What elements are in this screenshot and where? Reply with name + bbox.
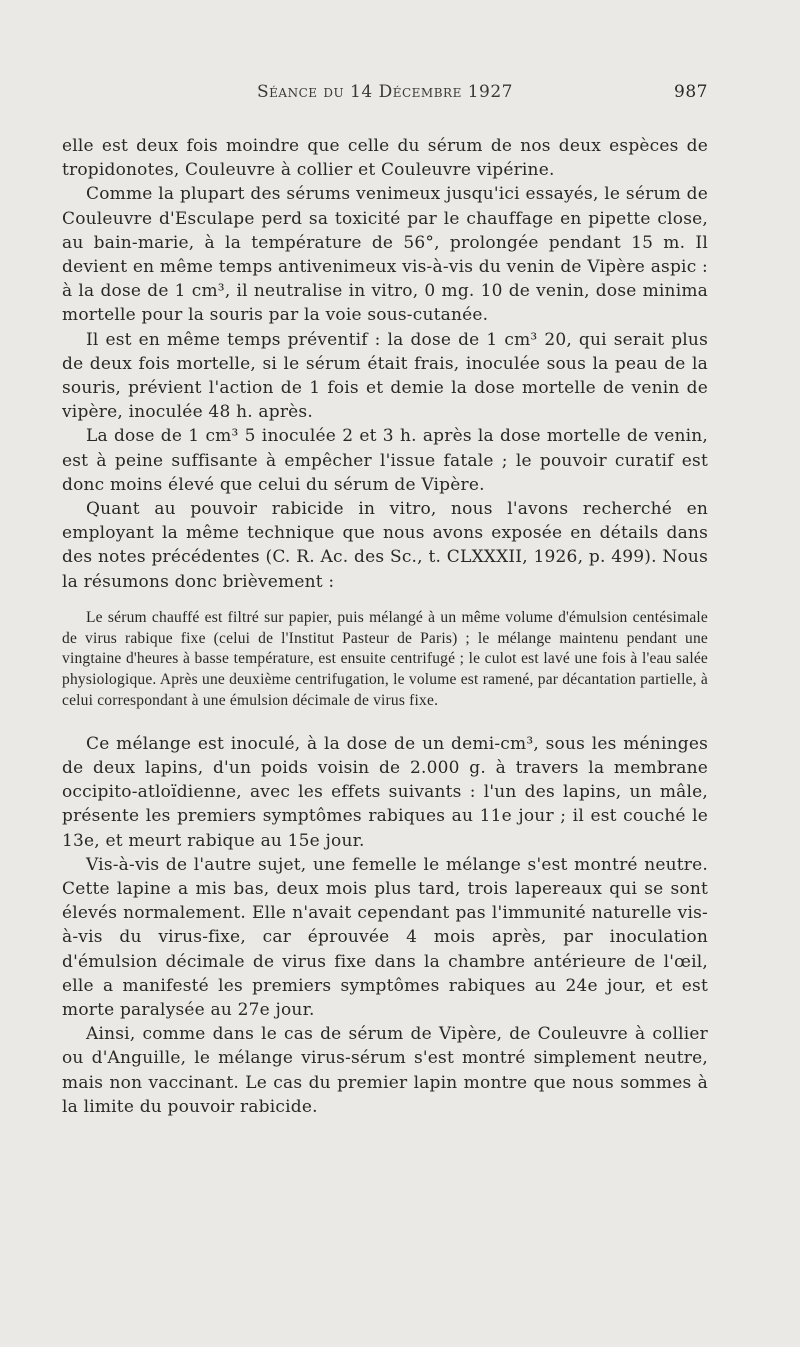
page <box>62 82 708 1119</box>
header-title: Séance du 14 Décembre 1927 <box>257 82 513 102</box>
paragraph-2: Comme la plupart des sérums venimeux jusqu'ici essayés, le sérum de Couleuvre d'Esculape perd sa toxicité par le chauffage en pipette close, au bain-marie, à la température de 56°, prolongée pendant 15 m. Il devient en même temps antivenimeux vis-à-vis du venin de Vipère aspic : à la dose de 1 cm³, il neutralise in vitro, 0 mg. 10 de venin, dose minima mortelle pour la souris par la voie sous-cutanée. <box>62 184 708 326</box>
paragraph-8: Ainsi, comme dans le cas de sérum de Vipère, de Couleuvre à collier ou d'Anguille, le mélange virus-sérum s'est montré simplement neutre, mais non vaccinant. Le cas du premier lapin montre que nous sommes à la limite du pouvoir rabicide. <box>62 1024 708 1117</box>
paragraph-3: Il est en même temps préventif : la dose de 1 cm³ 20, qui serait plus de deux fois mortelle, si le sérum était frais, inoculée sous la peau de la souris, prévient l'action de 1 fois et demie la dose mortelle de venin de vipère, inoculée 48 h. après. <box>62 329 708 423</box>
method-note <box>62 608 708 712</box>
page-number: 987 <box>674 82 708 102</box>
paragraph-1: elle est deux fois moindre que celle du sérum de nos deux espèces de tropidonotes, Couleuvre à collier et Couleuvre vipérine. <box>62 136 708 181</box>
method-paragraph: Le sérum chauffé est filtré sur papier, puis mélangé à un même volume d'émulsion centésimale de virus rabique fixe (celui de l'Institut Pasteur de Paris) ; le mélange maintenu pendant une vingtaine d'heures à basse température, est ensuite centrifugé ; le culot est lavé une fois à l'eau salée physiologique. Après une deuxième centrifugation, le volume est ramené, par décantation partielle, à celui correspondant à une émulsion décimale de virus fixe. <box>62 608 708 710</box>
paragraph-7: Vis-à-vis de l'autre sujet, une femelle le mélange s'est montré neutre. Cette lapine a mis bas, deux mois plus tard, trois lapereaux qui se sont élevés normalement. Elle n'avait cependant pas l'immunité naturelle vis-à-vis du virus-fixe, car éprouvée 4 mois après, par inoculation d'émulsion décimale de virus fixe dans la chambre antérieure de l'œil, elle a manifesté les premiers symptômes rabiques au 24e jour, et est morte paralysée au 27e jour. <box>62 854 708 1021</box>
paragraph-5: Quant au pouvoir rabicide in vitro, nous l'avons recherché en employant la même technique que nous avons exposée en détails dans des notes précédentes (C. R. Ac. des Sc., t. CLXXXII, 1926, p. 499). Nous la résumons donc brièvement : <box>62 499 708 592</box>
paragraph-6: Ce mélange est inoculé, à la dose de un demi-cm³, sous les méninges de deux lapins, d'un poids voisin de 2.000 g. à travers la membrane occipito-atloïdienne, avec les effets suivants : l'un des lapins, un mâle, présente les premiers symptômes rabiques au 11e jour ; il est couché le 13e, et meurt rabique au 15e jour. <box>62 733 708 851</box>
body-text <box>62 134 708 1119</box>
paragraph-4: La dose de 1 cm³ 5 inoculée 2 et 3 h. après la dose mortelle de venin, est à peine suffisante à empêcher l'issue fatale ; le pouvoir curatif est donc moins élevé que celui du sérum de Vipère. <box>62 426 708 495</box>
running-header <box>62 82 708 112</box>
